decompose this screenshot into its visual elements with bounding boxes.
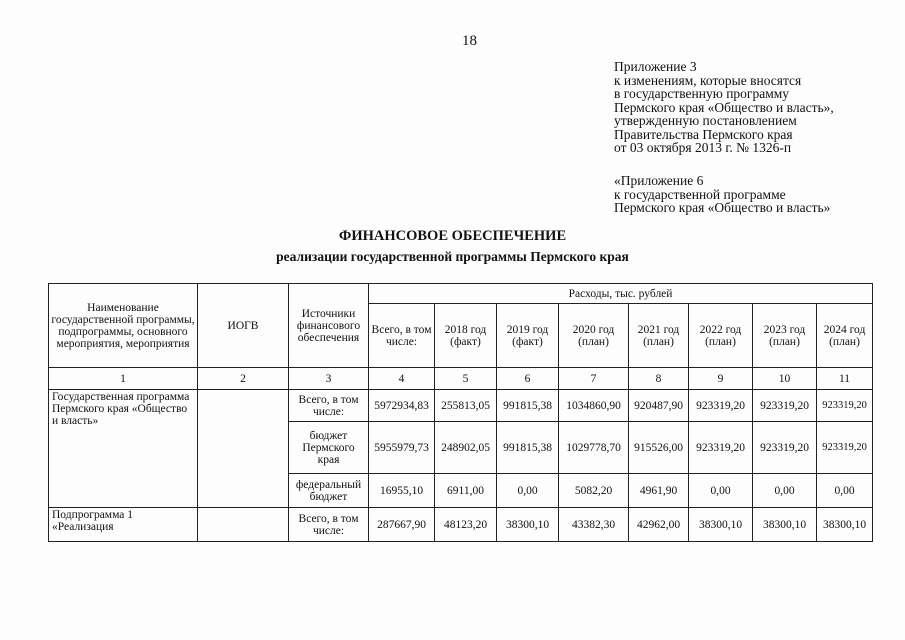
value-cell: 0,00 [817, 474, 873, 508]
column-number: 8 [629, 368, 689, 390]
header-year: 2019 год (факт) [497, 304, 559, 368]
value-cell: 287667,90 [369, 508, 435, 542]
appendix-line: к государственной программе [614, 186, 786, 202]
source-cell: федеральный бюджет [289, 474, 369, 508]
header-name: Наименование государственной программы, подпрограммы, основного мероприятия, мероприятия [49, 284, 198, 368]
appendix-line: в государственную программу [614, 86, 790, 101]
appendix-line: к изменениям, которые вносятся [614, 72, 802, 88]
header-expenses: Расходы, тыс. рублей [369, 284, 873, 304]
header-total: Всего, в том числе: [369, 304, 435, 368]
column-numbers-row [49, 368, 873, 390]
document-title: ФИНАНСОВОЕ ОБЕСПЕЧЕНИЕ [338, 228, 567, 244]
source-cell: Всего, в том числе: [289, 508, 369, 542]
value-cell: 42962,00 [629, 508, 689, 542]
column-number: 3 [289, 368, 369, 390]
value-cell: 5972934,83 [369, 390, 435, 422]
financing-table [48, 283, 873, 542]
column-number: 6 [497, 368, 559, 390]
header-year: 2020 год (план) [559, 304, 629, 368]
value-cell: 923319,20 [689, 422, 753, 474]
value-cell: 38300,10 [689, 508, 753, 542]
document-subtitle: реализации государственной программы Пермского края [276, 249, 629, 264]
value-cell: 923319,20 [689, 390, 753, 422]
header-iogv: ИОГВ [198, 284, 289, 368]
header-year: 2024 год (план) [817, 304, 873, 368]
column-number: 1 [49, 368, 198, 390]
header-year: 2018 год (факт) [435, 304, 497, 368]
program-name: Государственная программа Пермского края «Общество и власть» [49, 390, 198, 508]
value-cell: 920487,90 [629, 390, 689, 422]
value-cell: 0,00 [497, 474, 559, 508]
value-cell: 915526,00 [629, 422, 689, 474]
value-cell: 38300,10 [497, 508, 559, 542]
header-year: 2023 год (план) [753, 304, 817, 368]
page-number: 18 [462, 33, 477, 49]
value-cell: 38300,10 [817, 508, 873, 542]
table-row [49, 508, 873, 542]
value-cell: 0,00 [753, 474, 817, 508]
value-cell: 1029778,70 [559, 422, 629, 474]
column-number: 5 [435, 368, 497, 390]
value-cell: 0,00 [689, 474, 753, 508]
value-cell: 48123,20 [435, 508, 497, 542]
iogv-cell [198, 390, 289, 508]
header-year: 2022 год (план) [689, 304, 753, 368]
value-cell: 5082,20 [559, 474, 629, 508]
value-cell: 5955979,73 [369, 422, 435, 474]
value-cell: 248902,05 [435, 422, 497, 474]
appendix-line: Пермского края «Общество и власть», [614, 99, 834, 115]
table-row [49, 390, 873, 422]
value-cell: 923319,20 [753, 390, 817, 422]
value-cell: 991815,38 [497, 422, 559, 474]
value-cell: 4961,90 [629, 474, 689, 508]
value-cell: 923319,20 [817, 422, 873, 474]
appendix-line: утвержденную постановлением [614, 113, 797, 128]
value-cell: 255813,05 [435, 390, 497, 422]
iogv-cell [198, 508, 289, 542]
appendix-line: Пермского края «Общество и власть» [614, 200, 831, 215]
appendix-line: Правительства Пермского края [614, 126, 793, 142]
value-cell: 38300,10 [753, 508, 817, 542]
column-number: 10 [753, 368, 817, 390]
column-number: 4 [369, 368, 435, 390]
appendix-line: «Приложение 6 [614, 173, 704, 188]
appendix-block [614, 60, 834, 155]
column-number: 9 [689, 368, 753, 390]
value-cell: 16955,10 [369, 474, 435, 508]
appendix-block-2 [614, 174, 830, 215]
appendix-line: Приложение 3 [614, 59, 697, 74]
subprogram-name: Подпрограмма 1 «Реализация [49, 508, 198, 542]
column-number: 7 [559, 368, 629, 390]
value-cell: 1034860,90 [559, 390, 629, 422]
value-cell: 43382,30 [559, 508, 629, 542]
header-sources: Источники финансового обеспечения [289, 284, 369, 368]
value-cell: 923319,20 [753, 422, 817, 474]
source-cell: Всего, в том числе: [289, 390, 369, 422]
column-number: 11 [817, 368, 873, 390]
value-cell: 6911,00 [435, 474, 497, 508]
appendix-line: от 03 октября 2013 г. № 1326-п [614, 140, 792, 155]
value-cell: 991815,38 [497, 390, 559, 422]
column-number: 2 [198, 368, 289, 390]
source-cell: бюджет Пермского края [289, 422, 369, 474]
header-year: 2021 год (план) [629, 304, 689, 368]
value-cell: 923319,20 [817, 390, 873, 422]
